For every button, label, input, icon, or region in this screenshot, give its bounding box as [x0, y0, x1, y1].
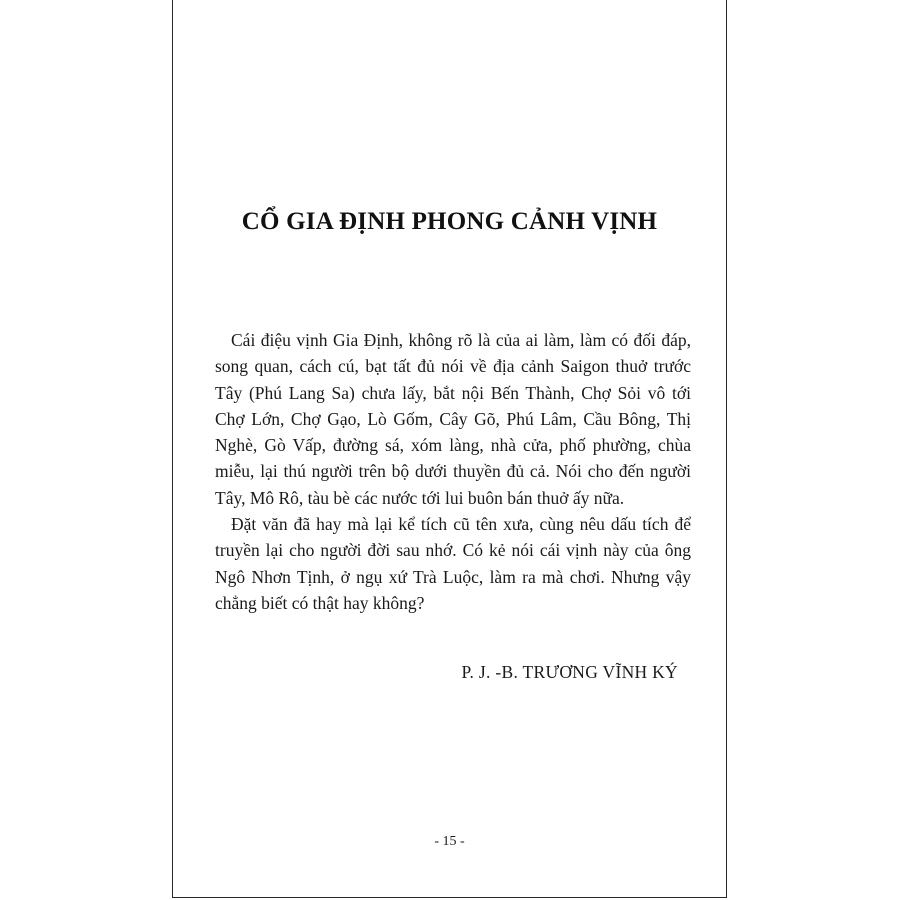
page-number: - 15 - [434, 834, 465, 849]
book-page [172, 0, 727, 898]
paragraph-2: Đặt văn đã hay mà lại kể tích cũ tên xưa, cùng nêu dấu tích để truyền lại cho người đời sau nhớ. Có kẻ nói cái vịnh này của ông Ngô Nhơn Tịnh, ở ngụ xứ Trà Luộc, làm ra mà chơi. Nhưng vậy chẳng biết có thật hay không? [215, 514, 691, 613]
paragraph-1: Cái điệu vịnh Gia Định, không rõ là của ai làm, làm có đối đáp, song quan, cách cú, bạt tất đủ nói về địa cảnh Saigon thuở trước Tây (Phú Lang Sa) chưa lấy, bắt nội Bến Thành, Chợ Sỏi vô tới Chợ Lớn, Chợ Gạo, Lò Gốm, Cây Gõ, Phú Lâm, Cầu Bông, Thị Nghè, Gò Vấp, đường sá, xóm làng, nhà cửa, phố phường, chùa miễu, lại thú người trên bộ dưới thuyền đủ cả. Nói cho đến người Tây, Mô Rô, tàu bè các nước tới lui buôn bán thuở ấy nữa. [215, 330, 691, 508]
body-text [215, 327, 691, 616]
author-signature: P. J. -B. TRƯƠNG VĨNH KÝ [461, 662, 678, 682]
chapter-title: CỔ GIA ĐỊNH PHONG CẢNH VỊNH [241, 208, 658, 235]
